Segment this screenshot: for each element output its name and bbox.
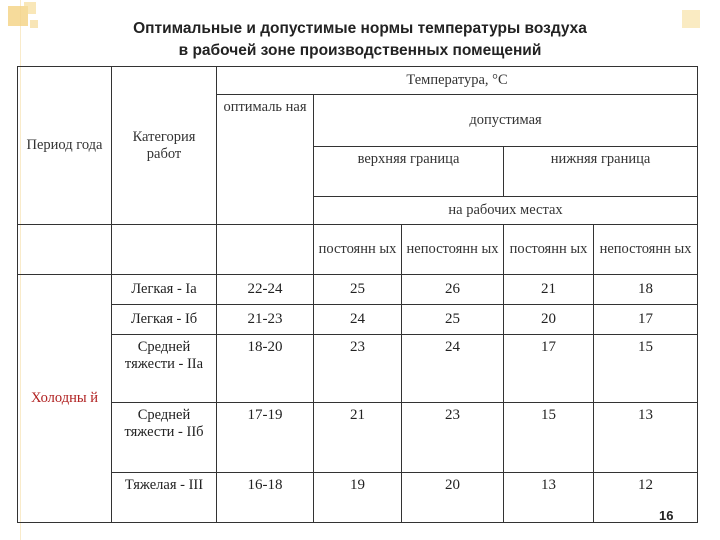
page-number: 16 [659,508,674,523]
lower-nonperm-cell: 13 [594,403,698,473]
temperature-norms-table [17,66,698,523]
lower-nonperm-cell: 17 [594,305,698,335]
upper-perm-cell: 19 [314,473,402,523]
upper-perm-cell: 23 [314,335,402,403]
lower-nonperm-cell: 12 [594,473,698,523]
season-cell: Холодны й [18,275,112,523]
category-cell: Средней тяжести - IIа [112,335,217,403]
upper-nonperm-cell: 24 [402,335,504,403]
slide-title [60,18,660,62]
table-row [18,275,698,305]
header-period: Период года [18,67,112,225]
upper-perm-cell: 21 [314,403,402,473]
lower-perm-cell: 15 [504,403,594,473]
table-row [18,335,698,403]
lower-perm-cell: 13 [504,473,594,523]
table-row [18,403,698,473]
optimal-cell: 18-20 [217,335,314,403]
header-lower-bound: нижняя граница [504,147,698,197]
upper-nonperm-cell: 23 [402,403,504,473]
table-row [18,473,698,523]
lower-perm-cell: 20 [504,305,594,335]
header-permanent-lower: постоянн ых [504,225,594,275]
header-permissible: допустимая [314,95,698,147]
category-cell: Легкая - Iа [112,275,217,305]
upper-perm-cell: 25 [314,275,402,305]
header-nonpermanent-upper: непостоянн ых [402,225,504,275]
decor-square [30,20,38,28]
header-category: Категория работ [112,67,217,225]
category-cell: Легкая - Iб [112,305,217,335]
upper-perm-cell: 24 [314,305,402,335]
decor-square [682,10,700,28]
header-blank [18,225,112,275]
optimal-cell: 17-19 [217,403,314,473]
upper-nonperm-cell: 26 [402,275,504,305]
header-optimal: оптималь ная [217,95,314,225]
lower-nonperm-cell: 15 [594,335,698,403]
category-cell: Средней тяжести - IIб [112,403,217,473]
optimal-cell: 22-24 [217,275,314,305]
lower-nonperm-cell: 18 [594,275,698,305]
title-line-2: в рабочей зоне производственных помещений [178,42,542,59]
header-blank [112,225,217,275]
header-at-workplaces: на рабочих местах [314,197,698,225]
table-row [18,305,698,335]
title-line-1: Оптимальные и допустимые нормы температуры воздуха [133,20,587,37]
category-cell: Тяжелая - III [112,473,217,523]
optimal-cell: 16-18 [217,473,314,523]
optimal-cell: 21-23 [217,305,314,335]
header-temperature: Температура, °С [217,67,698,95]
upper-nonperm-cell: 20 [402,473,504,523]
header-upper-bound: верхняя граница [314,147,504,197]
decor-square [24,2,36,14]
lower-perm-cell: 17 [504,335,594,403]
header-permanent-upper: постоянн ых [314,225,402,275]
header-blank [217,225,314,275]
lower-perm-cell: 21 [504,275,594,305]
upper-nonperm-cell: 25 [402,305,504,335]
header-nonpermanent-lower: непостоянн ых [594,225,698,275]
